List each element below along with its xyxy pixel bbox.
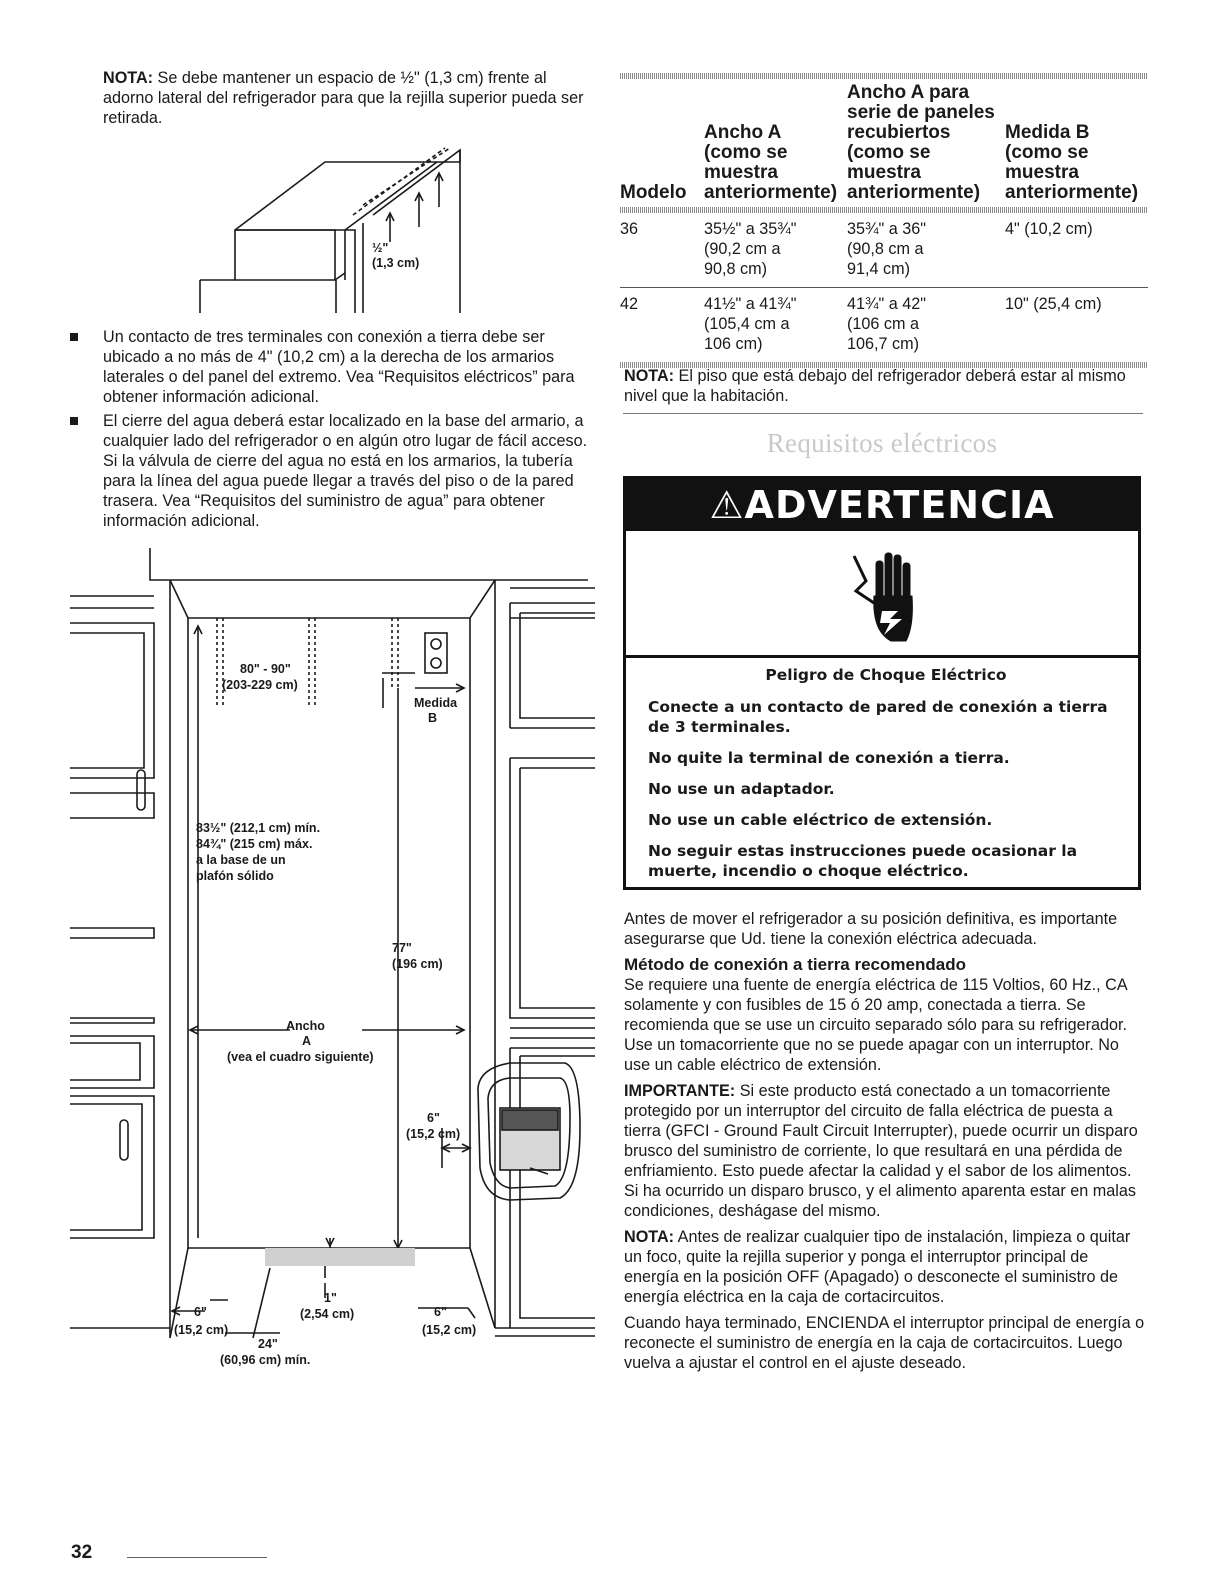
top-note [103,68,593,128]
fig2-left-cm: (15,2 cm) [174,1323,229,1337]
footer-rule [127,1557,267,1558]
grille-clearance-figure [195,145,480,315]
fig2-left-in: 6" [194,1305,207,1319]
dimensions-table [620,73,1148,368]
intro-paragraph: Antes de mover el refrigerador a su posición definitiva, es importante asegurarse que Ud. tiene la conexión eléctrica adecuada. [624,910,1118,948]
warning-triangle-icon: ⚠ [709,483,745,527]
bullet-text: El cierre del agua deberá estar localizado en la base del armario, a cualquier lado del refrigerador o en algún otro lugar de fácil acceso. Si la válvula de cierre del agua no está en los armarios, la tubería para la línea del agua puede llegar a través del piso o de la pared trasera. Vea “Requisitos del suministro de agua” para obtener información adicional. [103,412,588,530]
warning-line: No use un cable eléctrico de extensión. [648,811,993,829]
warning-heading: ADVERTENCIA [744,483,1055,527]
warning-line: Conecte a un contacto de pared de conexión a tierra de 3 terminales. [648,698,1108,736]
warning-body [648,665,1124,892]
fig2-gap-cm: (2,54 cm) [300,1307,355,1321]
warning-box [623,476,1141,890]
fig2-height-4: plafón sólido [196,869,274,883]
method-paragraph: Se requiere una fuente de energía eléctrica de 115 Voltios, 60 Hz., CA solamente y con fusibles de 15 ó 20 amp, conectada a tierra. Se recomienda que se use un circuito separado sólo para su refrigerador. Use un tomacorriente que no se puede apagar con un interruptor. No use un cable eléctrico de extensión. [624,976,1128,1074]
fig2-medida: Medida [414,696,458,710]
important-paragraph [624,1081,1146,1221]
fig2-ceiling-cm: (203-229 cm) [222,678,298,692]
cell: 35½" a 35¾" (90,2 cm a 90,8 cm) [704,220,797,278]
note-label: NOTA: [624,367,675,385]
requirements-list [70,327,595,535]
table-row [620,288,1148,362]
cell: 42 [620,295,639,313]
cell: 10" (25,4 cm) [1005,295,1102,313]
note-text: El piso que está debajo del refrigerador deberá estar al mismo nivel que la habitación. [624,367,1126,405]
note-paragraph [624,1227,1146,1307]
fig2-outlet-in: 77" [392,941,412,955]
fig2-medida-b: B [428,711,438,725]
fig2-side-cm: (15,2 cm) [406,1127,461,1141]
fig2-ancho: Ancho [286,1019,325,1033]
closing-paragraph: Cuando haya terminado, ENCIENDA el interruptor principal de energía o reconecte el suministro de energía en la caja de cortacircuitos. Luego vuelva a ajustar el control en el ajuste deseado. [624,1314,1145,1372]
cell: 36 [620,220,639,238]
cell: 35¾" a 36" (90,8 cm a 91,4 cm) [847,220,927,278]
table-note [624,366,1144,406]
note-text: Se debe mantener un espacio de ½" (1,3 cm) frente al adorno lateral del refrigerador para que la rejilla superior pueda ser retirada. [103,69,584,127]
warning-line: No use un adaptador. [648,780,835,798]
fig2-ancho-ref: (vea el cuadro siguiente) [227,1050,374,1064]
fig1-gap-cm: (1,3 cm) [372,256,420,270]
fig2-side-in: 6" [427,1111,440,1125]
note-label: NOTA: [624,1228,675,1246]
note-text: Antes de realizar cualquier tipo de instalación, limpieza o quitar un foco, quite la rejilla superior y ponga el interruptor principal de energía en la posición OFF (Apagado) o desconecte el suministro de energía eléctrica en la caja de cortacircuitos. [624,1228,1131,1306]
list-item [70,411,595,531]
fig2-floor-in: 24" [258,1337,278,1351]
warning-header [626,479,1138,531]
warning-title: Peligro de Choque Eléctrico [765,666,1007,684]
fig2-floor-cm: (60,96 cm) mín. [220,1353,311,1367]
cell: 41½" a 41¾" (105,4 cm a 106 cm) [704,295,797,353]
fig2-height-1: 83½" (212,1 cm) mín. [196,821,321,835]
bullet-text: Un contacto de tres terminales con conexión a tierra debe ser ubicado a no más de 4" (10,2 cm) a la derecha de los armarios laterales o del panel del extremo. Vea “Requisitos eléctricos” para obtener información adicional. [103,328,575,406]
col-header-width-a: Ancho A (como se muestra anteriormente) [704,122,838,203]
note-label: NOTA: [103,69,154,87]
fig2-outlet-cm: (196 cm) [392,957,443,971]
fig1-gap-in: ½" [372,241,389,255]
electric-shock-hand-icon [846,541,926,651]
fig2-height-3: a la base de un [196,853,286,867]
installation-dimensions-figure [70,548,595,1378]
method-heading: Método de conexión a tierra recomendado [624,955,966,974]
col-header-model: Modelo [620,182,687,203]
fig2-right-in: 6" [434,1305,447,1319]
table-header [620,79,1148,207]
section-title: Requisitos eléctricos [766,428,998,458]
important-label: IMPORTANTE: [624,1082,736,1100]
fig2-gap-in: 1" [324,1291,337,1305]
warning-line: No seguir estas instrucciones puede ocasionar la muerte, incendio o choque eléctrico. [648,842,1078,880]
list-item [70,327,595,407]
fig2-ceiling-in: 80" - 90" [240,662,291,676]
cell: 41¾" a 42" (106 cm a 106,7 cm) [847,295,927,353]
electrical-requirements-text [624,909,1146,1379]
col-header-measure-b: Medida B (como se muestra anteriormente) [1005,122,1139,203]
section-divider [623,413,1143,414]
fig2-right-cm: (15,2 cm) [422,1323,477,1337]
warning-symbol-area [626,531,1138,658]
col-header-width-a-panels: Ancho A para serie de paneles recubiertos (como se muestra anteriormente) [847,82,995,203]
table-row [620,213,1148,287]
warning-line: No quite la terminal de conexión a tierra. [648,749,1010,767]
fig2-ancho-a: A [302,1034,312,1048]
cell: 4" (10,2 cm) [1005,220,1093,238]
fig2-height-2: 84¾" (215 cm) máx. [196,837,313,851]
page-number: 32 [71,1542,93,1563]
important-text: Si este producto está conectado a un tomacorriente protegido por un interruptor del circuito de falla eléctrica de puesta a tierra (GFCI - Ground Fault Circuit Interrupter), puede ocurrir un disparo brusco del suministro de corriente, lo que resultará en una pérdida de enfriamiento. Esto puede afectar la calidad y el sabor de los alimentos. Si ha ocurrido un disparo brusco, y el alimento aparenta estar en malas condiciones, deshágase del mismo. [624,1082,1138,1220]
